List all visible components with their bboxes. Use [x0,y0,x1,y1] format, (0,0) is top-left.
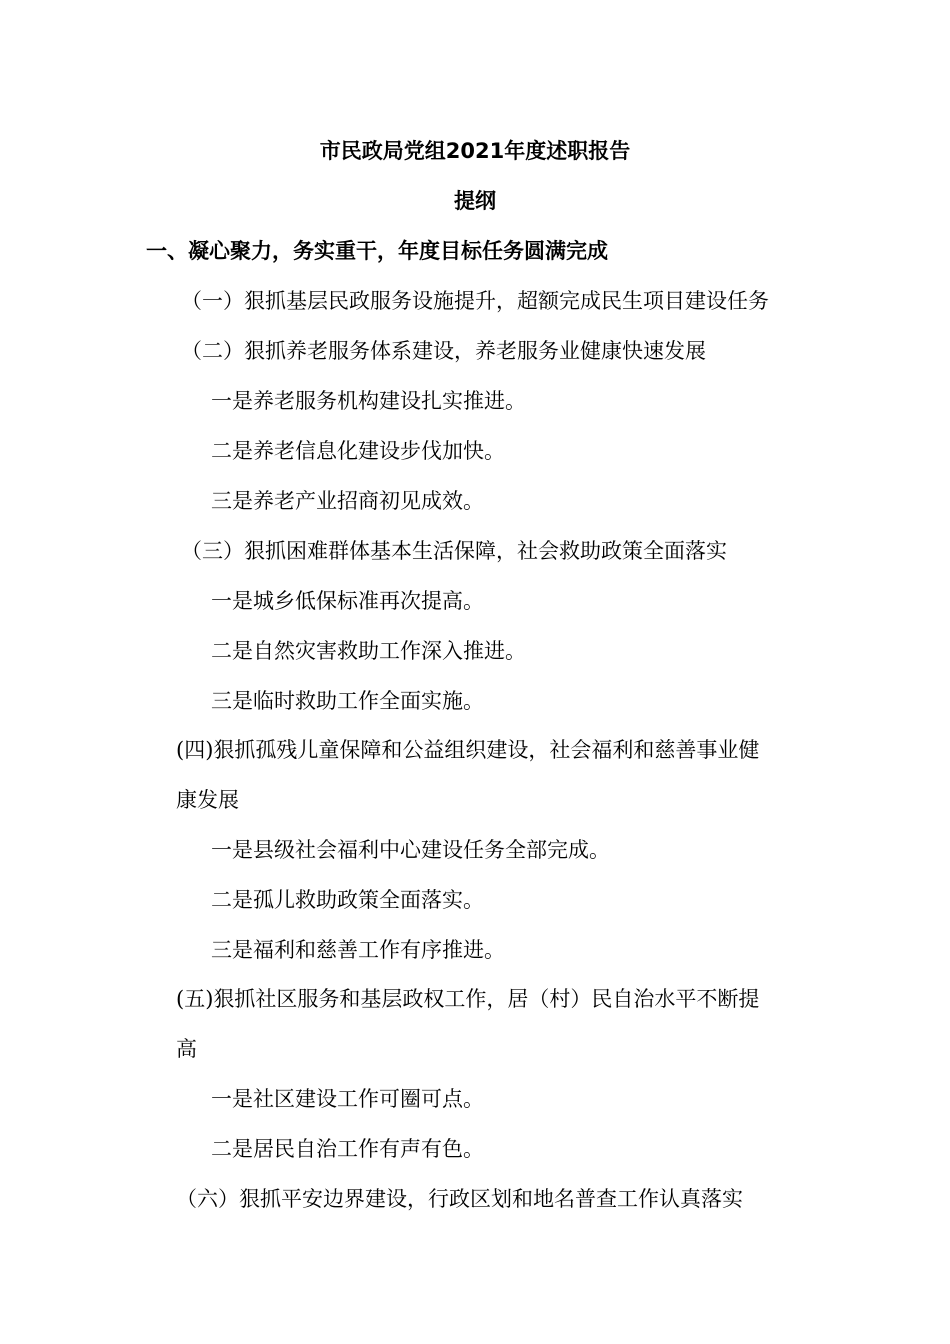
subsection-heading-5-continued: 高 [176,1037,197,1061]
list-item: 一是社区建设工作可圈可点。 [211,1087,484,1111]
subsection-heading-3: （三）狠抓困难群体基本生活保障，社会救助政策全面落实 [181,539,727,563]
document-title: 市民政局党组2021年度述职报告 [319,139,631,163]
subsection-heading-6: （六）狠抓平安边界建设，行政区划和地名普查工作认真落实 [176,1187,743,1211]
list-item: 二是养老信息化建设步伐加快。 [211,439,505,463]
subsection-heading-4-continued: 康发展 [176,788,239,812]
subsection-heading-4: (四)狠抓孤残儿童保障和公益组织建设，社会福利和慈善事业健 [176,738,760,762]
list-item: 一是城乡低保标准再次提高。 [211,589,484,613]
list-item: 三是养老产业招商初见成效。 [211,489,484,513]
subsection-heading-1: （一）狠抓基层民政服务设施提升，超额完成民生项目建设任务 [181,289,769,313]
list-item: 一是养老服务机构建设扎实推进。 [211,389,526,413]
list-item: 三是临时救助工作全面实施。 [211,689,484,713]
subsection-heading-5: (五)狠抓社区服务和基层政权工作，居（村）民自治水平不断提 [176,987,760,1011]
list-item: 二是居民自治工作有声有色。 [211,1137,484,1161]
list-item: 二是孤儿救助政策全面落实。 [211,888,484,912]
list-item: 三是福利和慈善工作有序推进。 [211,938,505,962]
list-item: 二是自然灾害救助工作深入推进。 [211,639,526,663]
list-item: 一是县级社会福利中心建设任务全部完成。 [211,838,610,862]
document-subtitle: 提纲 [454,189,496,213]
section-heading-1: 一、凝心聚力，务实重干，年度目标任务圆满完成 [146,239,608,263]
subsection-heading-2: （二）狠抓养老服务体系建设，养老服务业健康快速发展 [181,339,706,363]
